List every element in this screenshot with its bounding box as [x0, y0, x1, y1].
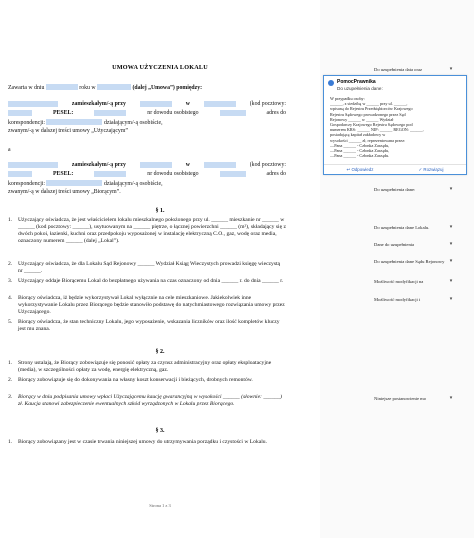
comment-item-7[interactable]: Niniejsze postanowienie mo ▾: [374, 395, 456, 401]
chevron-down-icon[interactable]: ▾: [449, 67, 453, 72]
section-2-heading: § 2.: [155, 349, 165, 355]
comment-top[interactable]: Do uzupełnienia data oraz ▾: [374, 66, 456, 72]
party2-line2: PESEL: nr dowodu osobistego adres do: [8, 171, 286, 179]
s1-item-2: 2. Użyczający oświadcza, że dla Lokalu Sąd Rejonowy ______ Wydział Ksiąg Wieczystych prowadzi księgę wieczystą nr ______.: [8, 261, 281, 275]
comment-subject: Do uzupełnienia dane:: [337, 86, 383, 91]
avatar: [328, 80, 334, 86]
comment-item-5[interactable]: Możliwość modyfikacji na ▾: [374, 278, 456, 284]
party2-line3: korespondencji: działającym/-ą osobiście,: [8, 181, 163, 187]
s2-item-3: 3. Biorący w dniu podpisania umowy wpłaci Użyczającemu kaucję gwarancyjną w wysokości ______ (słownie: ______) zł. Kaucja stanowi zabezpieczenie ewentualnych szkód wyrządzonych w Lokalu przez Biorącego.: [8, 394, 282, 408]
party1-line3: korespondencji: działającym/-ą osobiście,: [8, 120, 163, 126]
resolve-button[interactable]: ✓ Rozwiązuj: [418, 166, 444, 172]
chevron-down-icon[interactable]: ▾: [449, 297, 453, 302]
comment-actions: [324, 164, 466, 174]
comment-item-1[interactable]: Do uzupełnienia dane: ▾: [374, 186, 456, 192]
s3-item-1: 1. Biorący zobowiązany jest w czasie trwania niniejszej umowy do utrzymywania porządku i czystości w Lokalu.: [8, 439, 267, 445]
party2-line1: zamieszkałym/-ą przy w (kod pocztowy:: [8, 162, 286, 170]
comment-author: PomocPrawnika: [337, 79, 376, 85]
comment-body: W przypadku osoby: ______, z siedzibą w ______ przy ul. ______, wpisaną do Rejestru Przedsiębiorców Krajowego Rejestru Sądowego prowadzonego przez Sąd Rejonowy ______ w ______ Wydział Gospodarczy Krajowego Rejestru Sądowego pod numerem KRS: ______ NIP: ______ REGON: ______, posiadającą kapitał zakładowy w wysokości ______ zł, reprezentowana przez: —Pana ______ - Członka Zarządu, —Pana ______ - Członka Zarządu, —Pana ______ - Członka Zarządu.: [330, 96, 424, 159]
chevron-down-icon[interactable]: ▾: [449, 259, 453, 264]
chevron-down-icon[interactable]: ▾: [449, 396, 453, 401]
section-3-heading: § 3.: [155, 428, 165, 434]
comment-item-2[interactable]: Do uzupełnienia dane Lokalu. ▾: [374, 224, 456, 230]
chevron-down-icon[interactable]: ▾: [449, 225, 453, 230]
reply-button[interactable]: ↩ Odpowiedz: [346, 166, 374, 172]
header-line: Zawarta w dniu roku w (dalej „Umowa”) pomiędzy:: [8, 85, 203, 91]
chevron-down-icon[interactable]: ▾: [449, 242, 453, 247]
conjunction: a: [8, 147, 11, 153]
s1-item-5: 5. Biorący oświadcza, że stan techniczny Lokalu, jego wyposażenie, wskazania liczników oraz ilość kompletów kluczy jest mu znana.: [8, 319, 280, 333]
comment-item-4[interactable]: Do uzupełnienia dane Sądu Rejonowy ▾: [374, 258, 456, 264]
s1-item-1: 1. Użyczający oświadcza, że jest właścicielem lokalu mieszkalnego położonego przy ul. ______ mieszkanie nr ______ w ______ (kod pocztowy: ______), usytuowanym na ______ piętrze, o łącznej powierzchni ______ (m²), składający się z dwóch pokoi, łazienki, kuchni oraz przedpokoju wyposażonej w instalację elektryczną C.O., gaz, wodę oraz media, oznaczony numerem ______ (dalej „Lokal”).: [8, 217, 286, 245]
section-1-heading: § 1.: [155, 208, 165, 214]
page-footer: Strona 1 z 3: [149, 503, 171, 508]
party1-name-field[interactable]: [8, 101, 58, 107]
comment-item-6[interactable]: Możliwość modyfikacji i ▾: [374, 296, 456, 302]
s1-item-3: 3. Użyczający oddaje Biorącemu Lokal do bezpłatnego używania na czas oznaczony od dnia ______ r. do dnia ______ r.: [8, 278, 284, 284]
chevron-down-icon[interactable]: ▾: [449, 187, 453, 192]
chevron-down-icon[interactable]: ▾: [449, 279, 453, 284]
party1-line1: zamieszkałym/-ą przy w (kod pocztowy:: [8, 101, 286, 109]
party1-line4: zwanym/-ą w dalszej treści umowy „Użyczającym”: [8, 128, 128, 134]
party2-line4: zwanym/-ą w dalszej treści umowy „Biorącym”.: [8, 189, 121, 195]
s2-item-2: 2. Biorący zobowiązuje się do dokonywania na własny koszt konserwacji i bieżących, drobnych remontów.: [8, 377, 253, 383]
s2-item-1: 1. Strony ustalają, że Biorący zobowiązuje się ponosić opłaty za czynsz administracyjny oraz opłaty eksploatacyjne (media), w szczególności opłaty za wodę, energię elektryczną, gaz.: [8, 360, 272, 374]
comment-card-active[interactable]: [323, 75, 467, 175]
s1-item-4: 4. Biorący oświadcza, iż będzie wykorzystywał Lokal wyłącznie na cele mieszkaniowe. Jakiekolwiek inne wykorzystywanie Lokalu przez Biorącego będzie stanowiło podstawę do natychmiastowego rozwiązania umowy przez Użyczającego.: [8, 295, 285, 316]
document-title: UMOWA UŻYCZENIA LOKALU: [112, 64, 208, 71]
comment-item-3[interactable]: Dane do uzupełnienia ▾: [374, 241, 456, 247]
party1-line2: PESEL: nr dowodu osobistego adres do: [8, 110, 286, 118]
